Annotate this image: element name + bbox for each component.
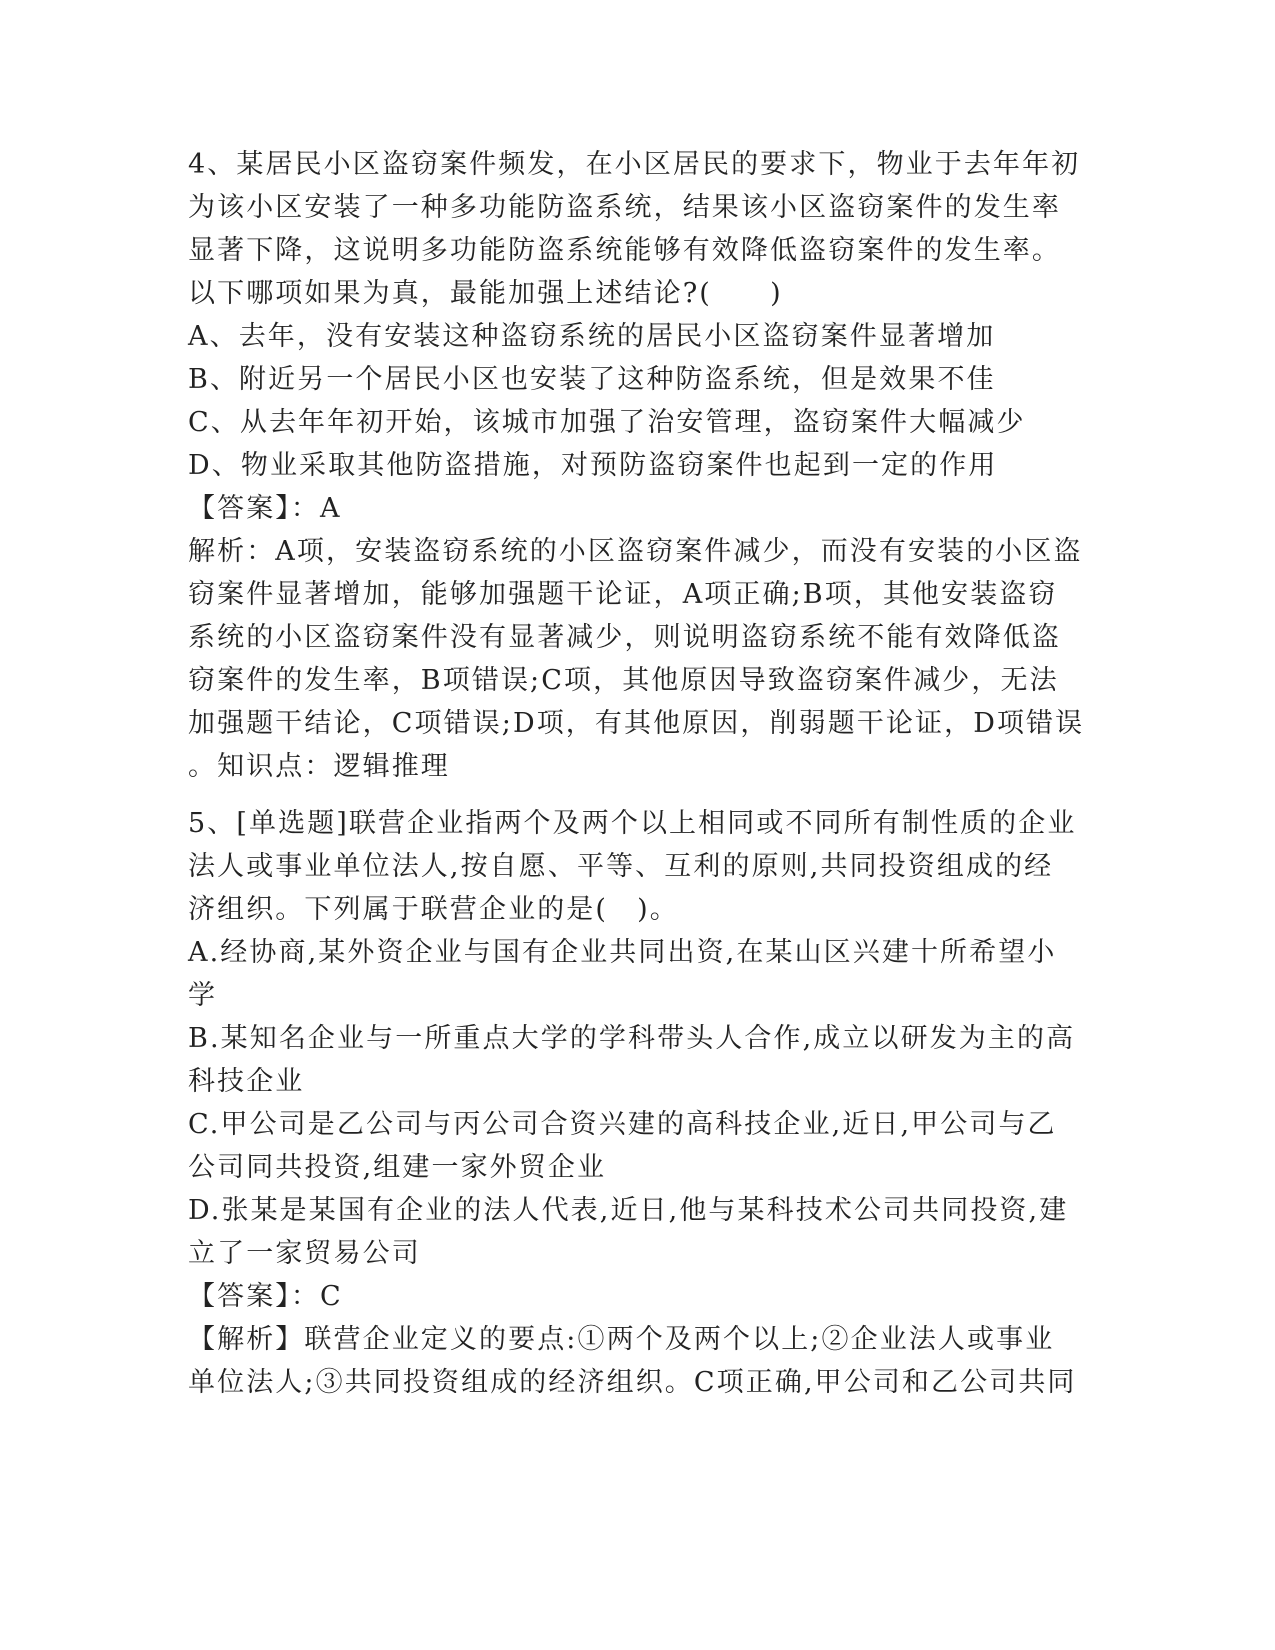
question-stem <box>188 802 1088 931</box>
option-c: C.甲公司是乙公司与丙公司合资兴建的高科技企业,近日,甲公司与乙 <box>188 1109 1057 1140</box>
analysis <box>188 530 1088 788</box>
question-4 <box>188 143 1088 788</box>
text-line: 【解析】联营企业定义的要点:①两个及两个以上;②企业法人或事业 <box>188 1324 1055 1355</box>
option-d: D、物业采取其他防盗措施，对预防盗窃案件也起到一定的作用 <box>188 450 998 481</box>
text-line: 为该小区安装了一种多功能防盗系统，结果该小区盗窃案件的发生率 <box>188 192 1061 223</box>
answer-line: 【答案】：C <box>188 1281 343 1312</box>
question-spacer <box>188 788 1088 802</box>
options-list <box>188 931 1088 1275</box>
text-line: 显著下降，这说明多功能防盗系统能够有效降低盗窃案件的发生率。 <box>188 235 1061 266</box>
option-c-cont: 公司同共投资,组建一家外贸企业 <box>188 1152 607 1183</box>
text-line: 解析：A项，安装盗窃系统的小区盗窃案件减少，而没有安装的小区盗 <box>188 536 1083 567</box>
option-c: C、从去年年初开始，该城市加强了治安管理，盗窃案件大幅减少 <box>188 407 1026 438</box>
option-b: B、附近另一个居民小区也安装了这种防盗系统，但是效果不佳 <box>188 364 996 395</box>
option-a-cont: 学 <box>188 980 218 1011</box>
options-list <box>188 315 1088 487</box>
option-a: A、去年，没有安装这种盗窃系统的居民小区盗窃案件显著增加 <box>188 321 996 352</box>
text-line: 以下哪项如果为真，最能加强上述结论?( ) <box>188 278 783 309</box>
option-d: D.张某是某国有企业的法人代表,近日,他与某科技术公司共同投资,建 <box>188 1195 1069 1226</box>
text-line: 系统的小区盗窃案件没有显著减少，则说明盗窃系统不能有效降低盗 <box>188 622 1061 653</box>
question-5 <box>188 802 1088 1404</box>
option-b-cont: 科技企业 <box>188 1066 305 1097</box>
text-line: 。知识点：逻辑推理 <box>188 751 450 782</box>
option-b: B.某知名企业与一所重点大学的学科带头人合作,成立以研发为主的高 <box>188 1023 1076 1054</box>
text-line: 加强题干结论，C项错误;D项，有其他原因，削弱题干论证，D项错误 <box>188 708 1085 739</box>
analysis <box>188 1318 1088 1404</box>
text-line: 窃案件的发生率，B项错误;C项，其他原因导致盗窃案件减少，无法 <box>188 665 1059 696</box>
text-line: 4、某居民小区盗窃案件频发，在小区居民的要求下，物业于去年年初 <box>188 149 1081 180</box>
text-line: 单位法人;③共同投资组成的经济组织。C项正确,甲公司和乙公司共同 <box>188 1367 1077 1398</box>
text-line: 窃案件显著增加，能够加强题干论证，A项正确;B项，其他安装盗窃 <box>188 579 1058 610</box>
answer-line: 【答案】：A <box>188 493 342 524</box>
text-line: 济组织。下列属于联营企业的是( )。 <box>188 894 679 925</box>
option-d-cont: 立了一家贸易公司 <box>188 1238 421 1269</box>
question-stem <box>188 143 1088 315</box>
text-line: 5、[单选题]联营企业指两个及两个以上相同或不同所有制性质的企业 <box>188 808 1077 839</box>
option-a: A.经协商,某外资企业与国有企业共同出资,在某山区兴建十所希望小 <box>188 937 1057 968</box>
document-page <box>188 143 1088 1404</box>
text-line: 法人或事业单位法人,按自愿、平等、互利的原则,共同投资组成的经 <box>188 851 1054 882</box>
